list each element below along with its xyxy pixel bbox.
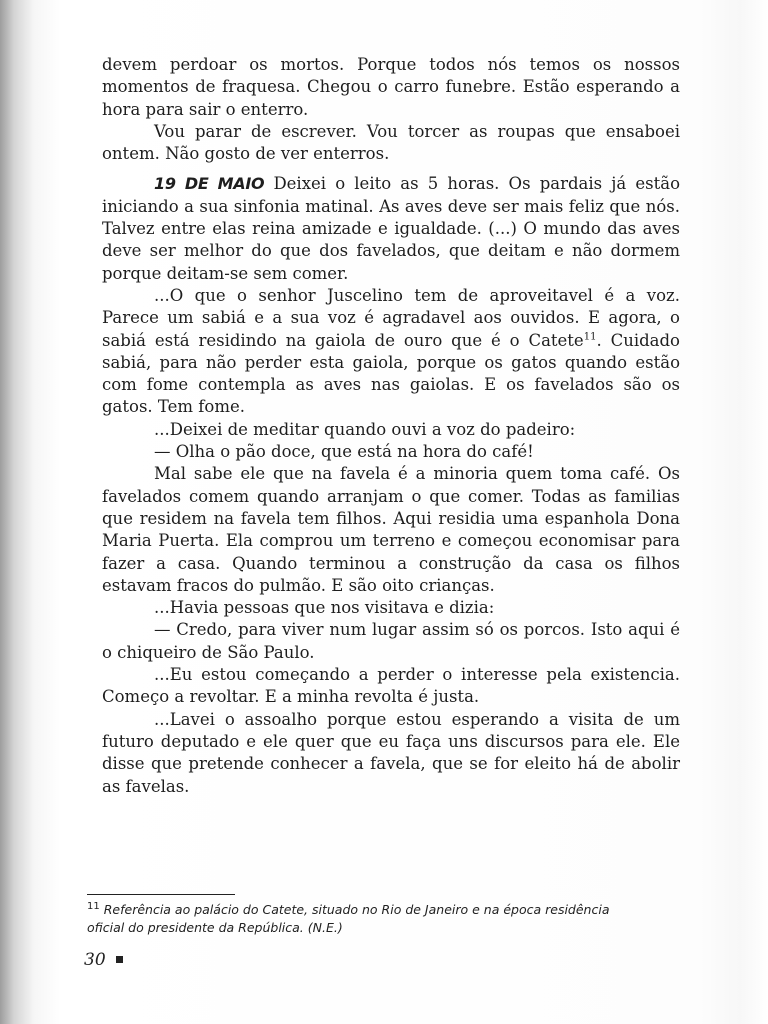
paragraph-cafe: Mal sabe ele que na favela é a minoria quem toma café. Os favelados comem quando arranjam o que comer. Todas as familias que residem na favela tem filhos. Aqui residia uma espanhola Dona Maria Puerta. Ela comprou um terreno e começou economisar para fazer a casa. Quando terminou a construção da casa os filhos estavam fracos do pulmão. E são oito crianças. — [102, 464, 680, 595]
page-number — [84, 950, 123, 970]
page-number-text: 30 — [84, 950, 106, 970]
book-page-body — [102, 54, 680, 798]
paragraph-1: devem perdoar os mortos. Porque todos nós temos os nossos momentos de fraquesa. Chegou o carro funebre. Estão esperando a hora para sair o enterro. — [102, 55, 680, 119]
paragraph-padeiro: ...Deixei de meditar quando ouvi a voz do padeiro: — [154, 419, 576, 439]
entry-text: Deixei o leito as 5 horas. Os pardais já estão iniciando a sua sinfonia matinal. As aves deve ser mais feliz que nós. Talvez entre elas reina amizade e igualdade. (...) O mundo das aves deve ser melhor do que dos favelados, que deitam e não dormem porque deitam-se sem comer. — [102, 174, 680, 283]
dialogue-line-padeiro: — Olha o pão doce, que está na hora do café! — [154, 442, 534, 462]
footnote-reference: 11 — [583, 331, 597, 343]
paragraph-visitors: ...Havia pessoas que nos visitava e dizia: — [154, 598, 495, 618]
paragraph-deputado: ...Lavei o assoalho porque estou esperando a visita de um futuro deputado e ele quer que eu faça uns discursos para ele. Ele disse que pretende conhecer a favela, que se for eleito há de abolir as favelas. — [102, 709, 680, 796]
paragraph-juscelino-text-b: . Cuidado sabiá, para não perder esta gaiola, porque os gatos quando estão com fome contempla as aves nas gaiolas. E os favelados são os gatos. Tem fome. — [102, 330, 680, 417]
paragraph-juscelino — [102, 285, 680, 419]
paragraph-2: Vou parar de escrever. Vou torcer as roupas que ensaboei ontem. Não gosto de ver enterros. — [102, 121, 680, 164]
paragraph-juscelino-text-a: ...O que o senhor Juscelino tem de aproveitavel é a voz. Parece um sabiá e a sua voz é agradavel aos ouvidos. E agora, o sabiá está residindo na gaiola de ouro que é o Catete — [102, 285, 680, 350]
dialogue-line-credo: — Credo, para viver num lugar assim só os porcos. Isto aqui é o chiqueiro de São Paulo. — [102, 620, 680, 662]
footnote-text: Referência ao palácio do Catete, situado no Rio de Janeiro e na época residência oficial do presidente da República. (N.E.) — [87, 902, 610, 935]
entry-date-heading: 19 DE MAIO — [154, 174, 265, 194]
footnote-number: 11 — [87, 900, 100, 912]
paragraph-existencia: ...Eu estou começando a perder o interesse pela existencia. Começo a revoltar. E a minha revolta é justa. — [102, 665, 680, 707]
footnote — [87, 901, 647, 937]
folio-square-mark — [116, 956, 123, 963]
footnote-divider — [87, 894, 235, 895]
diary-entry-paragraph — [102, 173, 680, 284]
